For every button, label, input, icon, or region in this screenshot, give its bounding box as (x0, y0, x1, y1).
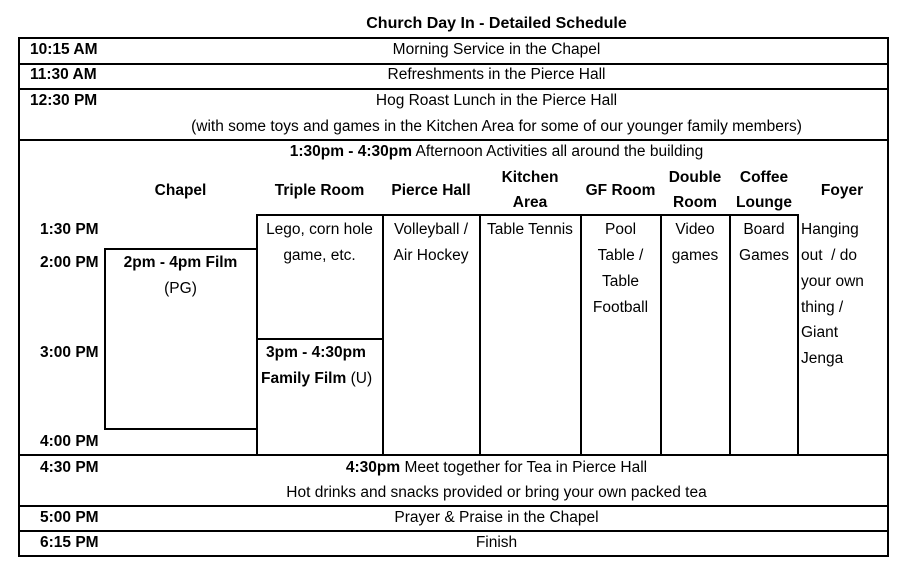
room-double: Double (668, 169, 722, 186)
room-kitchen-line2: Area (512, 194, 548, 211)
foyer-activity-line4: thing / (801, 299, 844, 316)
event-hog-roast: Hog Roast Lunch in the Pierce Hall (375, 92, 618, 109)
room-kitchen: Kitchen (501, 169, 559, 186)
room-coffee: Coffee (739, 169, 789, 186)
triple-activity: Lego, corn hole (266, 221, 373, 238)
gf-activity-line2: Table / (597, 247, 644, 264)
room-pierce: Pierce Hall (391, 182, 471, 199)
room-triple: Triple Room (274, 182, 365, 199)
gf-activity-line3: Table (601, 273, 640, 290)
room-coffee-line2: Lounge (736, 194, 792, 211)
triple-film-label: Family Film (261, 370, 347, 387)
kitchen-activity: Table Tennis (487, 221, 573, 238)
double-activity: Video (675, 221, 715, 238)
triple-film-time: 3pm - 4:30pm (266, 344, 366, 361)
time-1600: 4:00 PM (40, 433, 99, 450)
page-title: Church Day In - Detailed Schedule (366, 15, 627, 32)
time-1815: 6:15 PM (40, 534, 99, 551)
afternoon-header-time: 1:30pm - 4:30pm (289, 143, 413, 160)
chapel-film: 2pm - 4pm Film (123, 254, 238, 271)
time-1630: 4:30 PM (40, 459, 99, 476)
foyer-activity-line6: Jenga (801, 350, 844, 367)
triple-film-rating: (U) (346, 370, 373, 387)
time-1700: 5:00 PM (40, 509, 99, 526)
room-gf: GF Room (585, 182, 656, 199)
foyer-activity-line3: your own (801, 273, 864, 290)
event-tea-text: Meet together for Tea in Pierce Hall (400, 459, 648, 476)
room-chapel: Chapel (154, 182, 207, 199)
foyer-activity: Hanging (801, 221, 859, 238)
time-1230: 12:30 PM (30, 92, 98, 109)
time-1130: 11:30 AM (30, 66, 97, 83)
afternoon-header-text: Afternoon Activities all around the building (412, 143, 704, 160)
triple-film (261, 366, 372, 392)
coffee-activity-line2: Games (739, 247, 789, 264)
chapel-film-box (104, 428, 257, 430)
triple-activity-line2: game, etc. (283, 247, 356, 264)
gf-activity: Pool (604, 221, 637, 238)
afternoon-header (100, 139, 893, 165)
double-activity-line2: games (671, 247, 719, 264)
coffee-activity: Board (743, 221, 785, 238)
event-tea (100, 455, 893, 481)
pierce-activity: Volleyball / (393, 221, 469, 238)
event-refreshments: Refreshments in the Pierce Hall (387, 66, 606, 83)
event-tea-time: 4:30pm (345, 459, 401, 476)
pierce-activity-line2: Air Hockey (393, 247, 469, 264)
event-finish: Finish (475, 534, 518, 551)
event-hog-roast-note: (with some toys and games in the Kitchen Area for some of our younger family members) (191, 118, 802, 135)
room-double-line2: Room (673, 194, 717, 211)
foyer-activity-line5: Giant (801, 324, 839, 341)
event-tea-note: Hot drinks and snacks provided or bring your own packed tea (286, 484, 707, 501)
room-foyer: Foyer (820, 182, 864, 199)
table-border-left (18, 37, 20, 557)
chapel-film-rating: (PG) (164, 280, 197, 297)
event-morning-service: Morning Service in the Chapel (392, 41, 601, 58)
time-1400: 2:00 PM (40, 254, 99, 271)
gf-activity-line4: Football (592, 299, 649, 316)
time-1015: 10:15 AM (30, 41, 98, 58)
event-prayer: Prayer & Praise in the Chapel (394, 509, 599, 526)
time-1500: 3:00 PM (40, 344, 99, 361)
foyer-activity-line2: out / do (801, 247, 858, 264)
time-1330: 1:30 PM (40, 221, 99, 238)
